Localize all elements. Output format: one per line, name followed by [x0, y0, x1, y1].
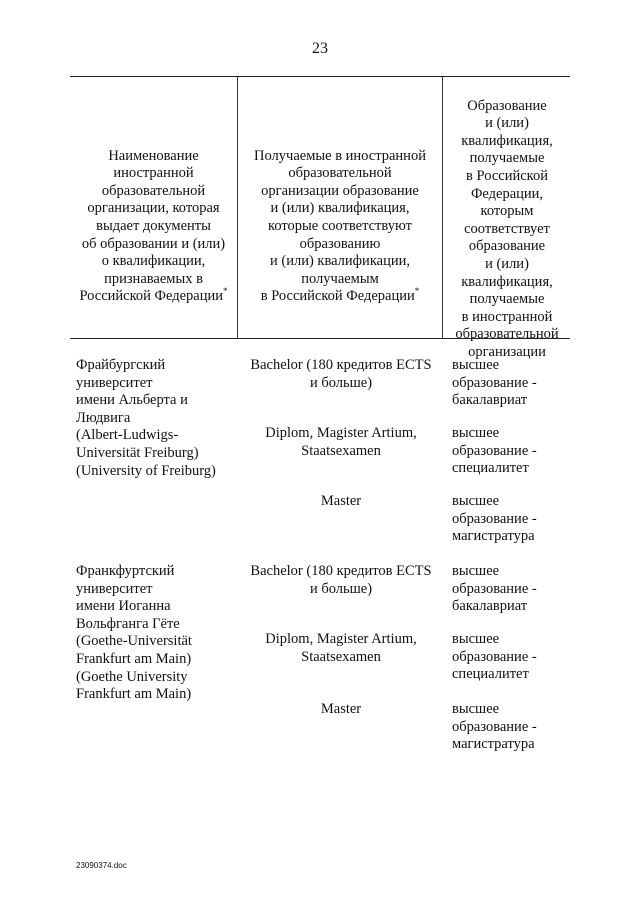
column-header-institution-text: Наименование иностранной образовательной организации, которая выдает документы об образовании и (или) о квалификации, признаваемых в Российской Федерации: [79, 147, 226, 305]
russian-qualification-cell: высшее образование - магистратура: [452, 701, 537, 753]
foreign-qualification-cell: Bachelor (180 кредитов ECTS и больше): [250, 357, 432, 391]
foreign-qualification-cell: Diplom, Magister Artium, Staatsexamen: [265, 631, 417, 665]
foreign-qualification-cell: Bachelor (180 кредитов ECTS и больше): [250, 563, 432, 597]
institution-name: Фрайбургский университет имени Альберта и Людвига (Albert-Ludwigs- Universität Freiburg) (University of Freiburg): [76, 357, 216, 479]
footnote-mark: *: [223, 286, 228, 297]
document-filename: 23090374.doc: [76, 861, 127, 870]
russian-qualification-cell: высшее образование - специалитет: [452, 425, 537, 477]
russian-qualification-cell: высшее образование - бакалавриат: [452, 563, 537, 615]
column-header-russian-qualification: [444, 80, 570, 362]
russian-qualification-cell: высшее образование - магистратура: [452, 493, 537, 545]
foreign-qualification-cell: Master: [320, 493, 362, 509]
column-divider-1: [237, 77, 238, 338]
column-header-foreign-qualification: [240, 130, 440, 306]
russian-qualification-cell: высшее образование - бакалавриат: [452, 357, 537, 409]
russian-qualification-cell: высшее образование - специалитет: [452, 631, 537, 683]
column-header-russian-qualification-text: Образование и (или) квалификация, получаемые в Российской Федерации, которым соответствует образование и (или) квалификация, получаемые в иностранной образовательной организации: [455, 97, 559, 360]
column-header-foreign-qualification-text: Получаемые в иностранной образовательной организации образование и (или) квалификация, которые соответствуют образованию и (или) квалификации, получаемым в Российской Федерации: [254, 147, 426, 305]
foreign-qualification-cell: Master: [320, 701, 362, 717]
institution-name: Франкфуртский университет имени Иоганна Вольфганга Гёте (Goethe-Universität Frankfurt am Main) (Goethe University Frankfurt am Main): [76, 563, 192, 703]
column-divider-2: [442, 77, 443, 338]
page-number: 23: [312, 40, 328, 57]
table-top-rule: [70, 76, 570, 77]
footnote-mark: *: [414, 286, 420, 297]
column-header-institution: [72, 130, 235, 306]
foreign-qualification-cell: Diplom, Magister Artium, Staatsexamen: [265, 425, 417, 459]
